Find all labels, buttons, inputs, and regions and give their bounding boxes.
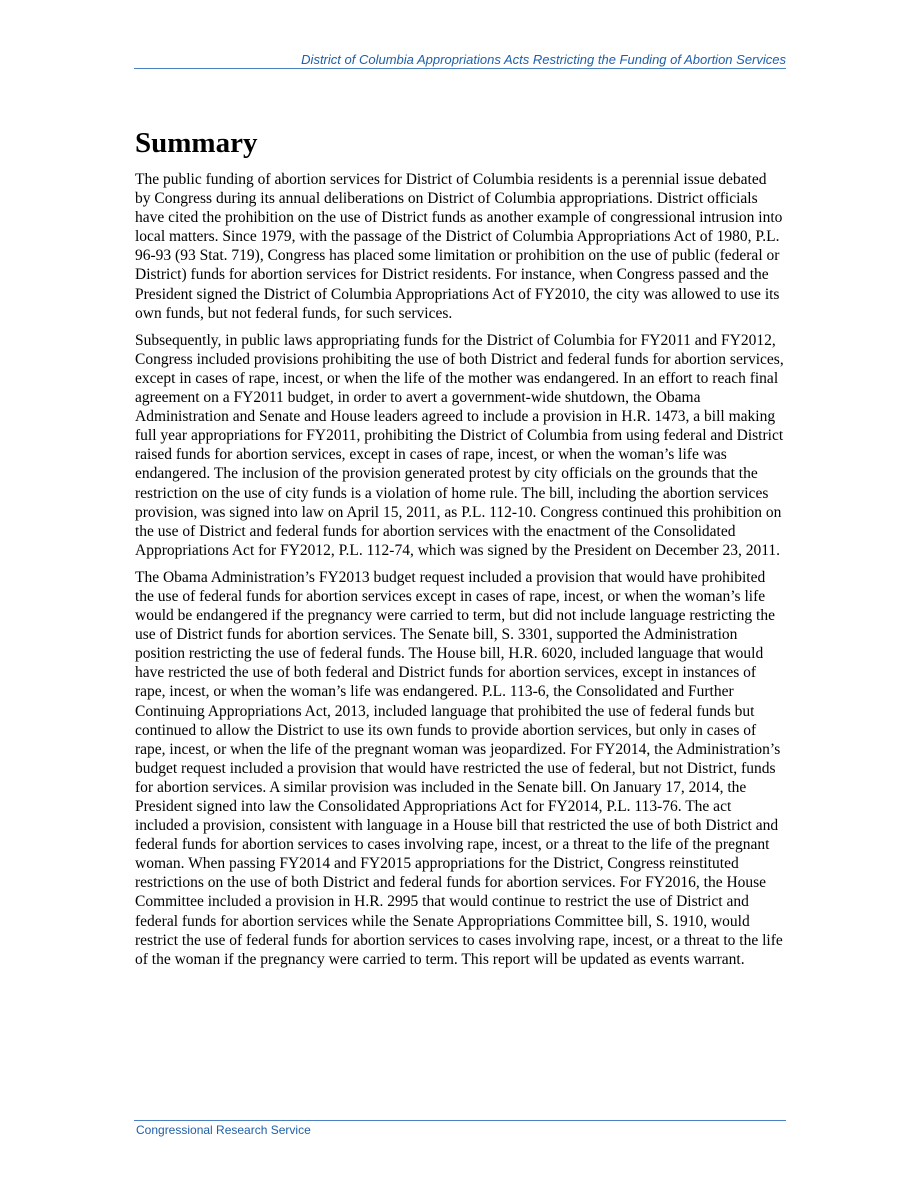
footer-publisher: Congressional Research Service — [136, 1123, 311, 1137]
running-header: District of Columbia Appropriations Acts Restricting the Funding of Abortion Services — [301, 52, 786, 67]
summary-paragraph-1: The public funding of abortion services for District of Columbia residents is a perennial issue debated by Congress during its annual deliberations on District of Columbia appropriations. District officials have cited the prohibition on the use of District funds as another example of congressional intrusion into local matters. Since 1979, with the passage of the District of Columbia Appropriations Act of 1980, P.L. 96-93 (93 Stat. 719), Congress has placed some limitation or prohibition on the use of public (federal or District) funds for abortion services for District residents. For instance, when Congress passed and the President signed the District of Columbia Appropriations Act of FY2010, the city was allowed to use its own funds, but not federal funds, for such services. — [135, 171, 783, 322]
summary-paragraph-2: Subsequently, in public laws appropriating funds for the District of Columbia for FY2011 and FY2012, Congress included provisions prohibiting the use of both District and federal funds for abortion services, except in cases of rape, incest, or when the life of the mother was endangered. In an effort to reach final agreement on a FY2011 budget, in order to avert a government-wide shutdown, the Obama Administration and Senate and House leaders agreed to include a provision in H.R. 1473, a bill making full year appropriations for FY2011, prohibiting the District of Columbia from using federal and District raised funds for abortion services, except in cases of rape, incest, or when the woman’s life was endangered. The inclusion of the provision generated protest by city officials on the grounds that the restriction on the use of city funds is a violation of home rule. The bill, including the abortion services provision, was signed into law on April 15, 2011, as P.L. 112-10. Congress continued this prohibition on the use of District and federal funds for abortion services with the enactment of the Consolidated Appropriations Act for FY2012, P.L. 112-74, which was signed by the President on December 23, 2011. — [135, 331, 784, 559]
summary-paragraph-3: The Obama Administration’s FY2013 budget request included a provision that would have prohibited the use of federal funds for abortion services except in cases of rape, incest, or when the woman’s life would be endangered if the pregnancy were carried to term, but did not include language restricting the use of District funds for abortion services. The Senate bill, S. 3301, supported the Administration position restricting the use of federal funds. The House bill, H.R. 6020, included language that would have restricted the use of both federal and District funds for abortion services, except in instances of rape, incest, or when the woman’s life was endangered. P.L. 113-6, the Consolidated and Further Continuing Appropriations Act, 2013, included language that prohibited the use of federal funds but continued to allow the District to use its own funds to provide abortion services, but only in cases of rape, incest, or when the life of the pregnant woman was jeopardized. For FY2014, the Administration’s budget request included a provision that would have restricted the use of federal, but not District, funds for abortion services. A similar provision was included in the Senate bill. On January 17, 2014, the President signed into law the Consolidated Appropriations Act for FY2014, P.L. 113-76. The act included a provision, consistent with language in a House bill that restricted the use of both District and federal funds for abortion services to cases involving rape, incest, or a threat to the life of the pregnant woman. When passing FY2014 and FY2015 appropriations for the District, Congress reinstituted restrictions on the use of both District and federal funds for abortion services. For FY2016, the House Committee included a provision in H.R. 2995 that would continue to restrict the use of District and federal funds for abortion services while the Senate Appropriations Committee bill, S. 1910, would restrict the use of federal funds for abortion services to cases involving rape, incest, or a threat to the life of the woman if the pregnancy were carried to term. This report will be updated as events warrant. — [135, 568, 783, 968]
page-title: Summary — [135, 127, 258, 159]
footer-divider — [134, 1120, 786, 1121]
header-divider — [134, 68, 786, 69]
summary-section — [135, 126, 785, 977]
